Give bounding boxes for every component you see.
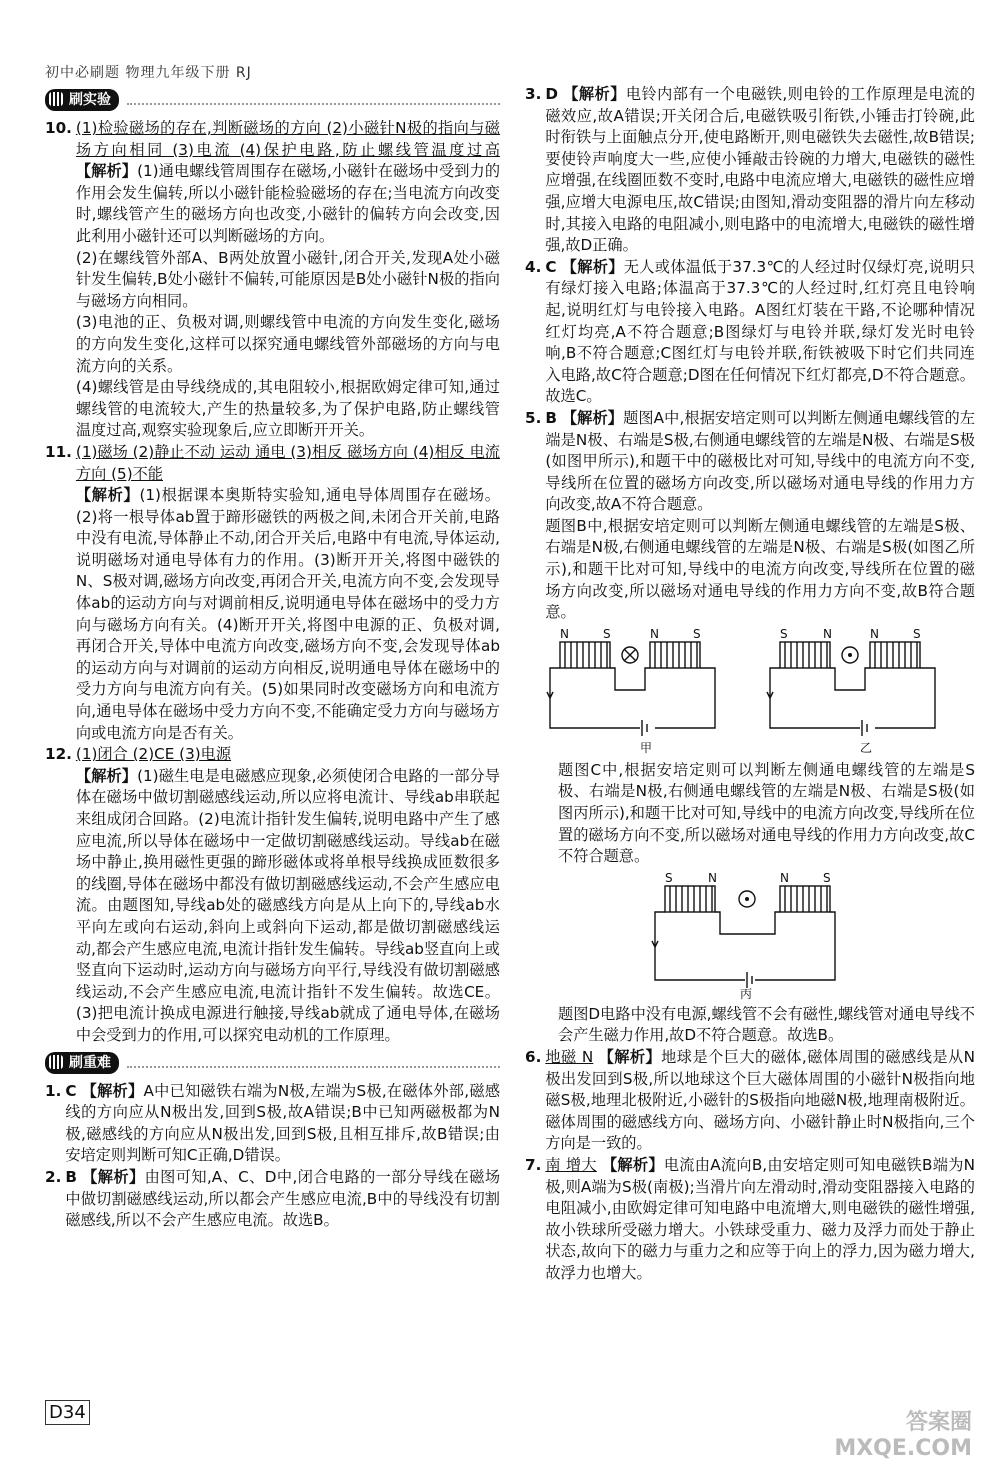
- answer-letter: C: [545, 257, 557, 276]
- answer-text: 南 增大: [545, 1155, 597, 1174]
- analysis-tag: 【解析】: [561, 408, 624, 427]
- analysis-text: A中已知磁铁右端为N极,左端为S极,在磁体外部,磁感线的方向应从N极出发,回到S极,故A错误;B中已知两磁极都为N极,磁感线的方向应从N极出发,回到S极,且相互排斥,故B错误;由安培定则判断可知C正确,D错误。: [65, 1081, 501, 1165]
- dotted-divider: [127, 1058, 500, 1068]
- answer-letter: D: [545, 85, 558, 103]
- page-number: D34: [45, 1400, 90, 1425]
- question-number: 1.: [45, 1081, 62, 1100]
- question-z5: [525, 408, 975, 624]
- dotted-divider: [127, 95, 500, 105]
- question-z3: [525, 84, 975, 257]
- left-column: [45, 84, 500, 1232]
- pole-label: N: [870, 627, 879, 641]
- question-number: 7.: [525, 1155, 542, 1174]
- figure-label-yi: 乙: [860, 740, 873, 755]
- pole-label: S: [693, 627, 701, 641]
- coil-left-yi: [780, 642, 830, 668]
- question-number: 2.: [45, 1167, 62, 1186]
- answer-text: (1)检验磁场的存在,判断磁场的方向 (2)小磁针N极的指向与磁场方向相同 (3)电流 (4)保护电路,防止螺线管温度过高: [75, 119, 500, 159]
- section-badge: 刷实验: [45, 89, 119, 111]
- figure-label-jia: 甲: [640, 740, 653, 755]
- analysis-text: (1)通电螺线管周围存在磁场,小磁针在磁场中受到力的作用会发生偏转,所以小磁针能检验磁场的存在;当电流方向改变时,螺线管产生的磁场方向也改变,小磁针的偏转方向会改变,因此利用小磁针还可以判断磁场的方向。: [75, 162, 501, 245]
- question-number: 4.: [525, 257, 542, 276]
- analysis-tag: 【解析】: [75, 766, 138, 785]
- pole-label: N: [780, 871, 789, 885]
- answer-text: 地磁 N: [545, 1048, 594, 1066]
- watermark-logo: 答案圈 MXQE.COM: [834, 1410, 972, 1461]
- figure-label-bing: 丙: [740, 986, 753, 1000]
- analysis-tag: 【解析】: [81, 1081, 144, 1100]
- analysis-paragraph: 题图D电路中没有电源,螺线管不会有磁性,螺线管对通电导线不会产生磁力作用,故D不符合题意。故选B。: [558, 1004, 975, 1045]
- analysis-tag: 【解析】: [561, 257, 624, 276]
- right-column: [525, 84, 975, 1285]
- figures-jia-yi: [525, 628, 975, 756]
- coil-right-jia: [650, 642, 700, 668]
- analysis-text: 无人或体温低于37.3℃的人经过时仅绿灯亮,说明只有绿灯接入电路;体温高于37.3℃的人经过时,红灯亮且电铃响起,说明红灯与电铃接入电路。A图红灯装在干路,不论哪种情况红灯均亮,A不符合题意;B图绿灯与电铃并联,绿灯发光时电铃响,B不符合题意;C图红灯与电铃并联,衔铁被吸下时它们共同连入电路,故C符合题意;D图在任何情况下红灯都亮,D不符合题意。故选C。: [545, 257, 976, 406]
- question-number: 6.: [525, 1048, 542, 1066]
- pole-label: N: [823, 627, 832, 641]
- pole-label: S: [603, 627, 611, 641]
- circuit-diagram-bing: [525, 872, 975, 1000]
- section-badge: 刷重难: [45, 1052, 119, 1074]
- analysis-text: (1)根据课本奥斯特实验知,通电导体周围存在磁场。(2)将一根导体ab置于蹄形磁铁的两极之间,未闭合开关前,电路中没有电流,导体静止不动,闭合开关后,电路中有电流,导体运动,说明磁场对通电导体有力的作用。(3)断开开关,将图中磁铁的N、S极对调,磁场方向改变,再闭合开关,电流方向不变,会发现导体ab的运动方向与对调前相反,说明通电导体在磁场中的受力方向与磁场方向有关。(4)断开开关,将图中电源的正、负极对调,再闭合开关,导体中电流方向改变,磁场方向不变,会发现导体ab的运动方向与对调前的运动方向相反,说明通电导体在磁场中的受力方向与电流方向有关。(5)如果同时改变磁场方向和电流方向,通电导体在磁场中受力方向不变,不能确定受力方向与磁场方向或电流方向是否有关。: [75, 486, 500, 742]
- question-number: 11.: [45, 442, 72, 461]
- pole-label: N: [560, 627, 569, 641]
- question-number: 12.: [45, 745, 72, 764]
- analysis-paragraph: (2)在螺线管外部A、B两处放置小磁针,闭合开关,发现A处小磁针发生偏转,B处小磁针不偏转,可能原因是B处小磁针N极的指向与磁场方向相同。: [75, 248, 500, 310]
- answer-letter: C: [65, 1081, 77, 1100]
- answer-text: (1)磁场 (2)静止不动 运动 通电 (3)相反 磁场方向 (4)相反 电流方向 (5)不能: [75, 442, 500, 483]
- question-z6: [525, 1047, 975, 1155]
- section-zhongnan: [45, 1051, 500, 1075]
- analysis-text: (1)磁生电是电磁感应现象,必须使闭合电路的一部分导体在磁场中做切割磁感线运动,所以应将电流计、导线ab串联起来组成闭合回路。(2)电流计指针发生偏转,说明电路中产生了感应电流,所以导体在磁场中一定做切割磁感线运动。导线ab在磁场中静止,换用磁性更强的蹄形磁体或将单根导线换成匝数很多的线圈,导体在磁场中都没有做切割磁感线运动,不会产生感应电流。由题图知,导线ab处的磁感线方向是从上向下的,导线ab水平向左或向右运动,斜向上或斜向下运动,都是做切割磁感线运动,都会产生感应电流,电流计指针发生偏转。导线ab竖直向上或竖直向下运动时,运动方向与磁场方向平行,导线没有做切割磁感线运动,不会产生感应电流,电流计指针不发生偏转。故选CE。(3)把电流计换成电源进行触接,导线ab就成了通电导体,在磁场中会受到力的作用,可以探究电动机的工作原理。: [75, 766, 501, 1044]
- question-number: 10.: [45, 119, 72, 137]
- pole-label: S: [913, 627, 921, 641]
- question-number: 5.: [525, 408, 542, 427]
- analysis-paragraph: 题图B中,根据安培定则可以判断左侧通电螺线管的左端是S极、右端是N极,右侧通电螺线管的左端是N极、右端是S极(如图乙所示),和题干比对可知,导线中的电流方向改变,导线所在位置的磁场方向改变,所以磁场对通电导线的作用力方向不变,故B符合题意。: [545, 516, 975, 622]
- analysis-tag: 【解析】: [601, 1155, 664, 1174]
- analysis-tag: 【解析】: [75, 162, 138, 181]
- answer-letter: B: [65, 1167, 77, 1186]
- pole-label: S: [823, 871, 831, 885]
- analysis-tag: 【解析】: [82, 1167, 145, 1186]
- analysis-text: 题图A中,根据安培定则可以判断左侧通电螺线管的左端是N极、右端是S极,右侧通电螺线管的左端是N极、右端是S极(如图甲所示),和题干中的磁极比对可知,导线中的电流方向不变,导线所在位置的磁场方向改变,所以磁场对通电导线的作用力方向改变,故A不符合题意。: [545, 408, 976, 514]
- page-header: 初中必刷题 物理九年级下册 RJ: [45, 65, 252, 81]
- question-z1: [45, 1081, 500, 1167]
- question-11: [45, 442, 500, 744]
- analysis-paragraph: (4)螺线管是由导线绕成的,其电阻较小,根据欧姆定律可知,通过螺线管的电流较大,产生的热量较多,为了保护电路,防止螺线管温度过高,观察实验现象后,应立即断开开关。: [75, 378, 500, 440]
- analysis-tag: 【解析】: [598, 1048, 662, 1066]
- question-number: 3.: [525, 85, 542, 103]
- pole-label: S: [780, 627, 788, 641]
- circuit-diagrams-jia-yi: [525, 628, 975, 756]
- figure-bing: [525, 872, 975, 1000]
- pole-label: S: [665, 871, 673, 885]
- question-12: [45, 744, 500, 1046]
- analysis-text: 电铃内部有一个电磁铁,则电铃的工作原理是电流的磁效应,故A错误;开关闭合后,电磁铁吸引衔铁,小锤击打铃碗,此时衔铁与上面触点分开,使电路断开,则电磁铁失去磁性,故B错误;要使铃声响度大一些,应使小锤敲击铃碗的力增大,电磁铁的磁性应增强,在线圈匝数不变时,电路中电流应增大,电磁铁的磁性应增强,应增大电源电压,故C错误;由图知,滑动变阻器的滑片向左移动时,其接入电路的电阻减小,则电路中的电流增大,电磁铁的磁性增强,故D正确。: [545, 85, 976, 255]
- analysis-paragraph: (3)电池的正、负极对调,则螺线管中电流的方向发生变化,磁场的方向发生变化,这样可以探究通电螺线管外部磁场的方向与电流方向的关系。: [75, 313, 500, 375]
- analysis-text: 地球是个巨大的磁体,磁体周围的磁感线是从N极出发回到S极,所以地球这个巨大磁体周围的小磁针N极指向地磁S极,地理北极附近,小磁针的S极指向地磁N极,地理南极附近。磁体周围的磁感线方向、磁场方向、小磁针静止时N极指向,三个方向是一致的。: [545, 1048, 976, 1153]
- analysis-tag: 【解析】: [563, 85, 626, 103]
- question-z4: [525, 257, 975, 408]
- answer-text: (1)闭合 (2)CE (3)电源: [75, 745, 232, 764]
- pole-label: N: [650, 627, 659, 641]
- answer-letter: B: [545, 408, 557, 427]
- question-10: [45, 118, 500, 442]
- pole-label: N: [708, 871, 717, 885]
- section-shiyan: [45, 88, 500, 112]
- analysis-text: 电流由A流向B,由安培定则可知电磁铁B端为N极,则A端为S极(南极);当滑片向左滑动时,滑动变阻器接入电路的电阻减小,由欧姆定律可知电路中电流增大,则电磁铁的磁性增强,故小铁球所受磁力增大。小铁球受重力、磁力及浮力而处于静止状态,故向下的磁力与重力之和应等于向上的浮力,因为磁力增大,故浮力也增大。: [545, 1155, 976, 1282]
- coil-right-yi: [870, 642, 920, 668]
- analysis-tag: 【解析】: [75, 486, 140, 505]
- analysis-paragraph: 题图C中,根据安培定则可以判断左侧通电螺线管的左端是S极、右端是N极,右侧通电螺线管的左端是N极、右端是S极(如图丙所示),和题干比对可知,导线中的电流方向改变,导线所在位置的磁场方向不变,所以磁场对通电导线的作用力方向改变,故C不符合题意。: [558, 760, 975, 866]
- coil-left-jia: [560, 642, 610, 668]
- question-z2: [45, 1167, 500, 1232]
- analysis-text: 由图可知,A、C、D中,闭合电路的一部分导线在磁场中做切割磁感线运动,所以都会产生感应电流,B中的导线没有切割磁感线,所以不会产生感应电流。故选B。: [65, 1167, 501, 1230]
- question-z7: [525, 1155, 975, 1285]
